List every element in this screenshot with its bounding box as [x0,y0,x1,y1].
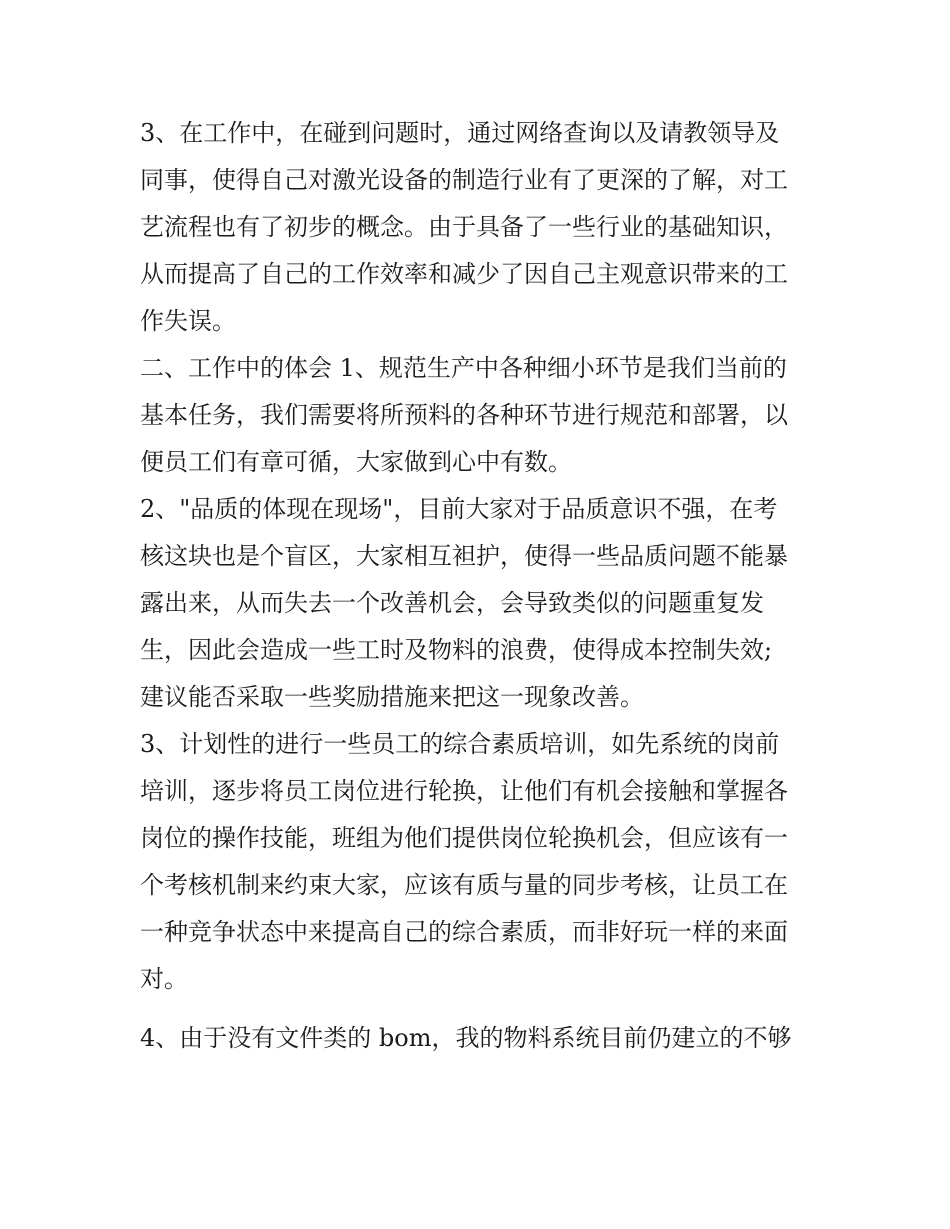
text-line: 建议能否采取一些奖励措施来把这一现象改善。 [140,683,644,711]
text-line: 露出来，从而失去一个改善机会，会导致类似的问题重复发 [140,589,764,617]
text-line: 2、"品质的体现在现场"，目前大家对于品质意识不强，在考 [140,495,778,523]
text-line: 生，因此会造成一些工时及物料的浪费，使得成本控制失效; [140,636,773,664]
text-line: 核这块也是个盲区，大家相互袒护，使得一些品质问题不能暴 [140,542,788,570]
text-line: 二、工作中的体会 1、规范生产中各种细小环节是我们当前的 [140,354,787,382]
text-line: 从而提高了自己的工作效率和减少了因自己主观意识带来的工 [140,260,788,288]
text-line: 3、计划性的进行一些员工的综合素质培训，如先系统的岗前 [140,730,780,758]
text-line: 个考核机制来约束大家，应该有质与量的同步考核，让员工在 [140,871,788,899]
document-body [140,110,820,1062]
text-line: 艺流程也有了初步的概念。由于具备了一些行业的基础知识， [140,213,788,241]
text-line: 4、由于没有文件类的 bom，我的物料系统目前仍建立的不够 [140,1024,792,1052]
text-line: 同事，使得自己对激光设备的制造行业有了更深的了解，对工 [140,166,788,194]
text-line: 便员工们有章可循，大家做到心中有数。 [140,448,572,476]
paragraph-gap [140,1003,820,1015]
text-line: 培训，逐步将员工岗位进行轮换，让他们有机会接触和掌握各 [140,777,788,805]
text-line: 一种竞争状态中来提高自己的综合素质，而非好玩一样的来面 [140,918,788,946]
text-line: 岗位的操作技能，班组为他们提供岗位轮换机会，但应该有一 [140,824,788,852]
text-line: 对。 [140,965,188,993]
text-line: 基本任务，我们需要将所预料的各种环节进行规范和部署，以 [140,401,788,429]
text-line: 作失误。 [140,307,236,335]
text-line: 3、在工作中，在碰到问题时，通过网络查询以及请教领导及 [140,119,780,147]
